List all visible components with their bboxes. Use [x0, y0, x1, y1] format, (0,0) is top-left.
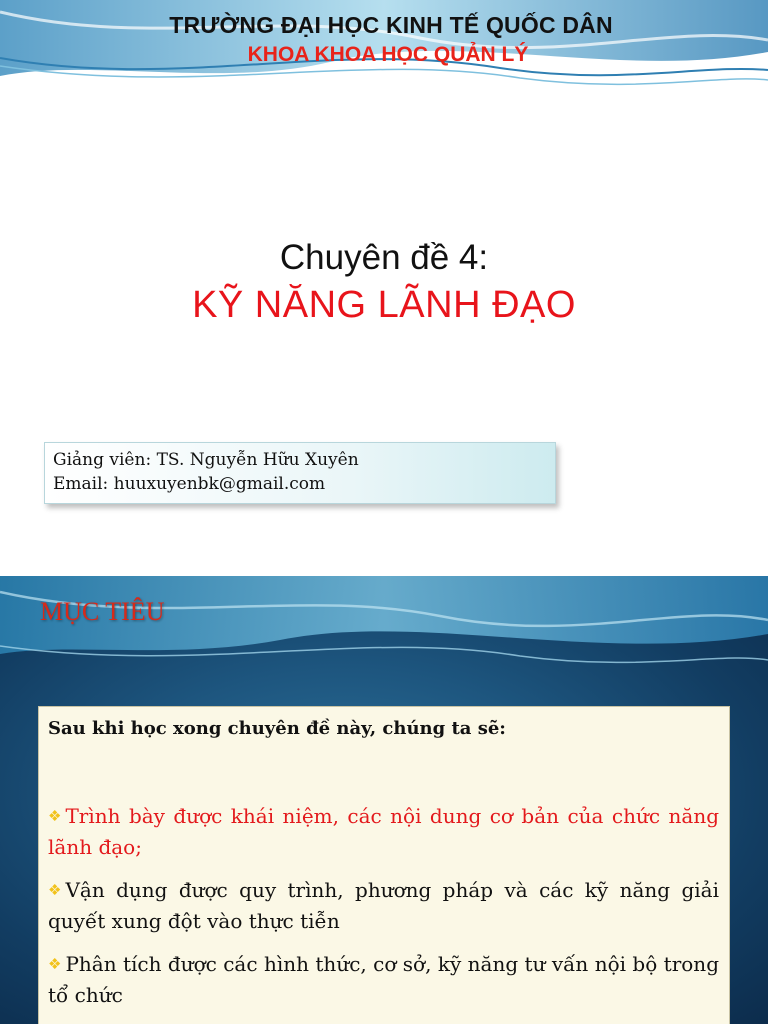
lecturer-email: Email: huuxuyenbk@gmail.com — [53, 474, 326, 494]
lecturer-name: Giảng viên: TS. Nguyễn Hữu Xuyên — [53, 450, 359, 470]
topic-label: Chuyên đề 4: — [279, 238, 489, 277]
objective-item — [48, 801, 719, 863]
objectives-slide — [0, 576, 768, 1024]
objective-text: Trình bày được khái niệm, các nội dung cơ bản của chức năng lãnh đạo; — [48, 804, 719, 859]
objectives-box — [38, 706, 730, 1024]
diamond-bullet-icon: ❖ — [48, 881, 62, 899]
university-name: TRƯỜNG ĐẠI HỌC KINH TẾ QUỐC DÂN — [169, 12, 613, 38]
diamond-bullet-icon: ❖ — [48, 955, 62, 973]
lecturer-info-box — [44, 442, 556, 504]
objective-item — [48, 875, 719, 937]
objective-item — [48, 949, 719, 1011]
objective-text: Phân tích được các hình thức, cơ sở, kỹ năng tư vấn nội bộ trong tổ chức — [48, 952, 719, 1007]
section-title: MỤC TIÊU — [40, 597, 165, 626]
objectives-intro: Sau khi học xong chuyên đề này, chúng ta sẽ: — [48, 718, 506, 739]
faculty-name: KHOA KHOA HỌC QUẢN LÝ — [247, 43, 529, 66]
diamond-bullet-icon: ❖ — [48, 807, 62, 825]
objective-text: Vận dụng được quy trình, phương pháp và các kỹ năng giải quyết xung đột vào thực tiễn — [48, 878, 719, 933]
topic-title: KỸ NĂNG LÃNH ĐẠO — [192, 284, 576, 326]
